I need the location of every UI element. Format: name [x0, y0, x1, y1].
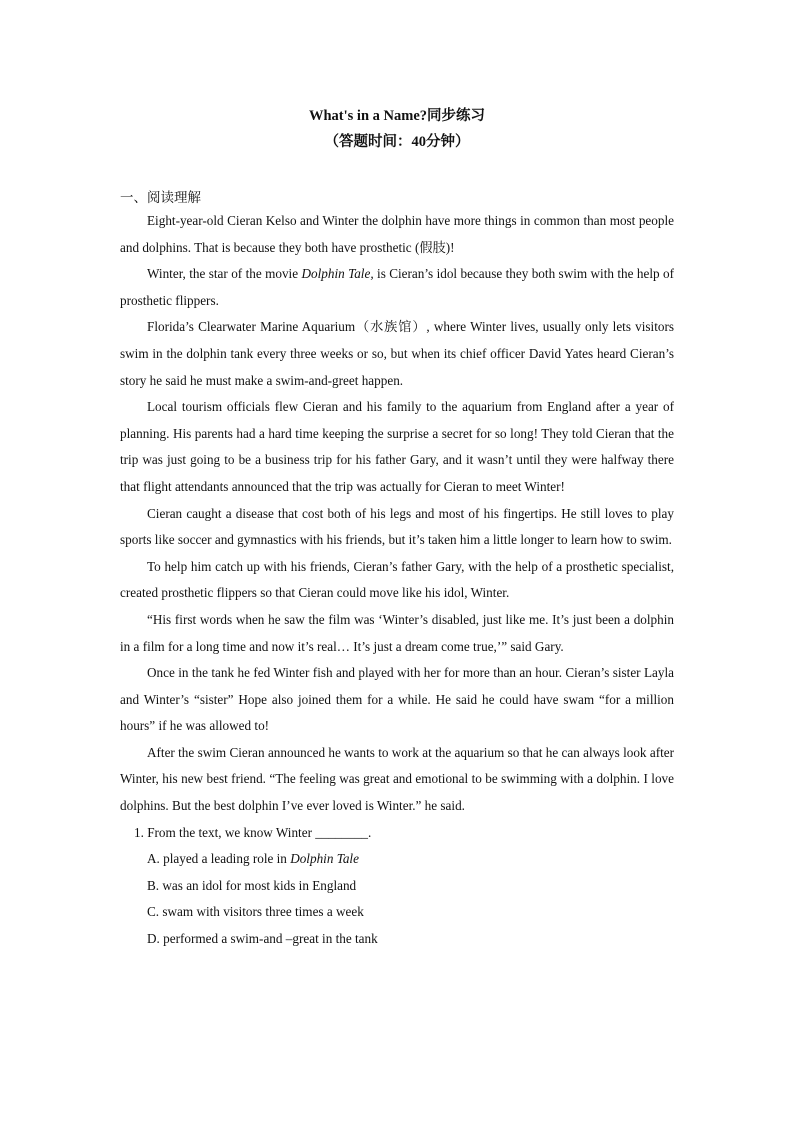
question-1-stem: 1. From the text, we know Winter ________. — [134, 824, 372, 840]
question-1-option-b: B. was an idol for most kids in England — [147, 877, 357, 893]
paragraph-2-after: is Cieran’s idol because they both swim with the help of prosthetic flippers. — [120, 266, 674, 308]
question-1-option-a — [120, 846, 674, 873]
paragraph-4: Local tourism officials flew Cieran and his family to the aquarium from England after a year of planning. His parents had a hard time keeping the surprise a secret for so long! They told Cieran that the trip was just going to be a business trip for his father Gary, and it wasn’t until they were halfway there that flight attendants announced that the trip was actually for Cieran to meet Winter! — [120, 399, 674, 494]
question-1-option-d: D. performed a swim-and –great in the tank — [147, 931, 378, 947]
paragraph-3: Florida’s Clearwater Marine Aquarium（水族馆）, where Winter lives, usually only lets visitors swim in the dolphin tank every three weeks or so, but when its chief officer David Yates heard Cieran’s story he said he must make a swim-and-greet happen. — [120, 319, 674, 388]
paragraph-7: “His first words when he saw the film was ‘Winter’s disabled, just like me. It’s just been a dolphin in a film for a long time and now it’s real… It’s just a dream come true,’” said Gary. — [120, 611, 674, 654]
paragraph-9: After the swim Cieran announced he wants to work at the aquarium so that he can always look after Winter, his new best friend. “The feeling was great and emotional to be swimming with a dolphin. I love dolphins. But the best dolphin I’ve ever loved is Winter.” he said. — [120, 744, 674, 814]
paragraph-6: To help him catch up with his friends, Cieran’s father Gary, with the help of a prosthetic specialist, created prosthetic flippers so that Cieran could move like his idol, Winter. — [120, 558, 674, 601]
paragraph-5: Cieran caught a disease that cost both of his legs and most of his fingertips. He still loves to play sports like soccer and gymnastics with his friends, but it’s taken him a little longer to learn how to swim. — [120, 505, 674, 548]
question-1-option-c: C. swam with visitors three times a week — [147, 904, 364, 920]
reading-passage — [120, 208, 674, 953]
paragraph-8: Once in the tank he fed Winter fish and played with her for more than an hour. Cieran’s sister Layla and Winter’s “sister” Hope also joined them for a while. He said he could have swam “for a million hours” if he was allowed to! — [120, 665, 674, 734]
paragraph-1: Eight-year-old Cieran Kelso and Winter the dolphin have more things in common than most people and dolphins. That is because they both have prosthetic (假肢)! — [120, 213, 674, 255]
movie-title: Dolphin Tale, — [301, 266, 374, 282]
page-title: What's in a Name?同步练习 — [308, 108, 486, 124]
paragraph-2-before: Winter, the star of the movie — [147, 266, 302, 282]
option-a-italic: Dolphin Tale — [290, 851, 359, 867]
paragraph-2 — [120, 261, 674, 314]
page-subtitle: （答题时间：40分钟） — [324, 134, 470, 150]
section-heading: 一、阅读理解 — [120, 190, 201, 205]
option-a-text: A. played a leading role in — [147, 851, 291, 867]
